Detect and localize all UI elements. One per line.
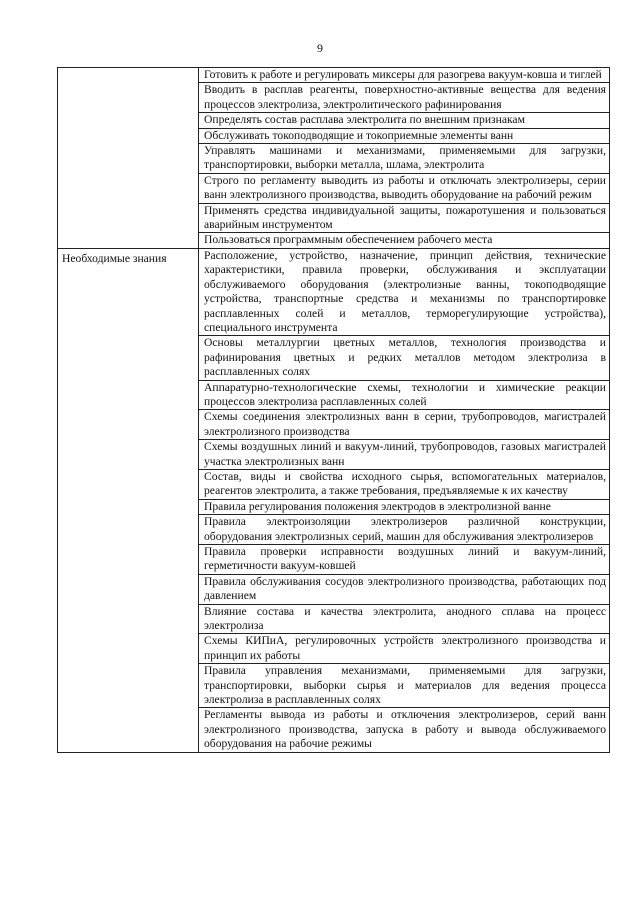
list-item: Правила управления механизмами, применяемыми для загрузки, транспортировки, выборки сырья и материалов для ведения процесса электролиза в расплавленных солях xyxy=(199,663,609,707)
list-item: Пользоваться программным обеспечением рабочего места xyxy=(199,232,609,247)
list-item: Правила электроизоляции электролизеров различной конструкции, оборудования электролизных серий, машин для обслуживания электролизеров xyxy=(199,514,609,544)
list-item: Основы металлургии цветных металлов, технология производства и рафинирования цветных и редких металлов методом электролиза в расплавленных солях xyxy=(199,335,609,379)
list-item: Схемы воздушных линий и вакуум-линий, трубопроводов, газовых магистралей участка электролизных ванн xyxy=(199,439,609,469)
row-label: Необходимые знания xyxy=(62,251,167,265)
list-item: Правила регулирования положения электродов в электролизной ванне xyxy=(199,499,609,514)
list-item: Состав, виды и свойства исходного сырья, вспомогательных материалов, реагентов электролита, а также требования, предъявляемые к их качеству xyxy=(199,469,609,499)
list-item: Готовить к работе и регулировать миксеры для разогрева вакуум-ковша и тиглей xyxy=(204,68,602,81)
qualification-table xyxy=(57,67,610,753)
table-row xyxy=(58,68,610,249)
list-item: Расположение, устройство, назначение, принцип действия, технические характеристики, правила проверки, обслуживания и эксплуатации обслуживаемого оборудования (электролизные ванны, токоподводящие устройства, транспортные средства и механизмы по транспортировке расплавленных солей и металлов, терморегулирующие устройства), специального инструмента xyxy=(204,248,606,334)
row-label-cell xyxy=(58,68,199,249)
list-item: Схемы соединения электролизных ванн в серии, трубопроводов, магистралей электролизного производства xyxy=(199,409,609,439)
table-row xyxy=(58,248,610,752)
list-item: Схемы КИПиА, регулировочных устройств электролизного производства и принцип их работы xyxy=(199,633,609,663)
list-item: Применять средства индивидуальной защиты, пожаротушения и пользоваться аварийным инструментом xyxy=(199,203,609,233)
list-item: Строго по регламенту выводить из работы и отключать электролизеры, серии ванн электролизного производства, выводить оборудование на рабочий режим xyxy=(199,173,609,203)
row-label-cell xyxy=(58,248,199,752)
row-content-cell xyxy=(199,68,610,249)
list-item: Управлять машинами и механизмами, применяемыми для загрузки, транспортировки, выборки металла, шлама, электролита xyxy=(199,143,609,173)
list-item: Влияние состава и качества электролита, анодного сплава на процесс электролиза xyxy=(199,604,609,634)
list-item: Правила обслуживания сосудов электролизного производства, работающих под давлением xyxy=(199,574,609,604)
list-item: Определять состав расплава электролита по внешним признакам xyxy=(199,112,609,127)
row-label xyxy=(58,68,198,72)
row-content-cell xyxy=(199,248,610,752)
list-item: Регламенты вывода из работы и отключения электролизеров, серий ванн электролизного производства, запуска в работу и вывода обслуживаемого оборудования на рабочие режимы xyxy=(199,707,609,751)
list-item: Вводить в расплав реагенты, поверхностно-активные вещества для ведения процессов электролиза, электролитического рафинирования xyxy=(199,82,609,112)
page-number: 9 xyxy=(317,41,323,55)
list-item: Обслуживать токоподводящие и токоприемные элементы ванн xyxy=(199,128,609,143)
list-item: Правила проверки исправности воздушных линий и вакуум-линий, герметичности вакуум-ковшей xyxy=(199,544,609,574)
list-item: Аппаратурно-технологические схемы, технологии и химические реакции процессов электролиза расплавленных солей xyxy=(199,380,609,410)
